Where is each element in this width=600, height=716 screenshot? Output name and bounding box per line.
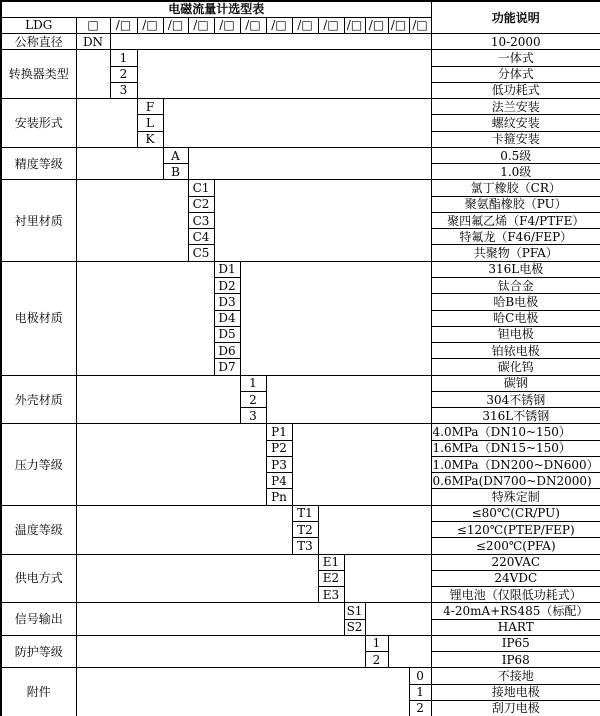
spacer-cell: [76, 375, 240, 424]
spacer-cell: [137, 50, 431, 99]
desc-cell: 接地电极: [431, 684, 600, 700]
desc-cell: ≤200℃(PFA): [431, 538, 600, 554]
slash-code-box-11: /□: [365, 17, 388, 33]
label-housing-material: 外壳材质: [1, 375, 76, 424]
spacer-cell: [344, 554, 431, 603]
desc-cell: 哈B电极: [431, 294, 600, 310]
label-electrode-material: 电极材质: [1, 261, 76, 375]
desc-cell: 铂铱电极: [431, 343, 600, 359]
slash-code-box-8: /□: [292, 17, 318, 33]
code-cell: 0: [409, 668, 431, 684]
spacer-cell: [266, 375, 431, 424]
dn-code-box: □: [76, 17, 110, 33]
spacer-cell: [76, 261, 214, 375]
spacer-cell: [76, 668, 409, 716]
desc-cell: 哈C电极: [431, 310, 600, 326]
spacer-cell: [76, 99, 137, 148]
desc-cell: 碳化钨: [431, 359, 600, 375]
desc-cell: 螺纹安装: [431, 115, 600, 131]
desc-dn-range: 10-2000: [431, 34, 600, 50]
code-cell: C1: [188, 180, 214, 196]
desc-cell: 特氟龙（F46/FEP）: [431, 229, 600, 245]
desc-cell: 刮刀电极: [431, 700, 600, 716]
desc-cell: 低功耗式: [431, 82, 600, 98]
desc-cell: IP68: [431, 652, 600, 668]
code-cell: B: [163, 164, 188, 180]
desc-cell: HART: [431, 619, 600, 635]
code-cell: E1: [318, 554, 344, 570]
code-cell: P3: [266, 456, 292, 472]
code-cell: D6: [214, 343, 240, 359]
code-dn: DN: [76, 34, 110, 50]
code-cell: 2: [409, 700, 431, 716]
desc-cell: IP65: [431, 635, 600, 651]
spacer-cell: [163, 99, 431, 148]
desc-cell: ≤80℃(CR/PU): [431, 505, 600, 521]
desc-cell: 氯丁橡胶（CR）: [431, 180, 600, 196]
desc-cell: 0.5级: [431, 147, 600, 163]
code-cell: 1: [365, 635, 388, 651]
desc-cell: 316L电极: [431, 261, 600, 277]
spacer-cell: [318, 505, 431, 554]
code-cell: C2: [188, 196, 214, 212]
code-cell: D1: [214, 261, 240, 277]
code-cell: 1: [110, 50, 137, 66]
label-signal-output: 信号输出: [1, 603, 76, 636]
code-cell: T2: [292, 522, 318, 538]
code-cell: L: [137, 115, 163, 131]
label-converter-type: 转换器类型: [1, 50, 76, 99]
code-cell: P4: [266, 473, 292, 489]
spacer-cell: [76, 505, 292, 554]
desc-cell: 1.0级: [431, 164, 600, 180]
code-cell: F: [137, 99, 163, 115]
spacer-cell: [76, 147, 163, 180]
label-nominal-diameter: 公称直径: [1, 34, 76, 50]
code-cell: P1: [266, 424, 292, 440]
code-cell: S1: [344, 603, 365, 619]
code-cell: E2: [318, 570, 344, 586]
code-cell: D2: [214, 278, 240, 294]
spacer-cell: [292, 424, 431, 505]
desc-cell: 一体式: [431, 50, 600, 66]
slash-code-box-9: /□: [318, 17, 344, 33]
label-protection-rating: 防护等级: [1, 635, 76, 668]
code-cell: P2: [266, 440, 292, 456]
spacer-cell: [110, 34, 431, 50]
desc-cell: 1.6MPa（DN15~150）: [431, 440, 600, 456]
desc-cell: 特殊定制: [431, 489, 600, 505]
spacer-cell: [240, 261, 431, 375]
table-title: 电磁流量计选型表: [1, 1, 431, 17]
desc-cell: 0.6MPa(DN700~DN2000): [431, 473, 600, 489]
desc-cell: 316L不锈钢: [431, 408, 600, 424]
spacer-cell: [76, 554, 318, 603]
desc-cell: 聚四氟乙烯（F4/PTFE）: [431, 212, 600, 228]
desc-cell: 分体式: [431, 66, 600, 82]
code-cell: C3: [188, 212, 214, 228]
desc-cell: 不接地: [431, 668, 600, 684]
desc-cell: 钽电极: [431, 326, 600, 342]
code-cell: S2: [344, 619, 365, 635]
label-accuracy-class: 精度等级: [1, 147, 76, 180]
label-installation-type: 安装形式: [1, 99, 76, 148]
desc-cell: 法兰安装: [431, 99, 600, 115]
desc-cell: 220VAC: [431, 554, 600, 570]
desc-cell: 共聚物（PFA）: [431, 245, 600, 261]
desc-cell: 聚氨酯橡胶（PU）: [431, 196, 600, 212]
desc-cell: 24VDC: [431, 570, 600, 586]
model-prefix: LDG: [1, 17, 76, 33]
slash-code-box-4: /□: [188, 17, 214, 33]
code-cell: T1: [292, 505, 318, 521]
desc-cell: 1.0MPa（DN200~DN600）: [431, 456, 600, 472]
desc-cell: 碳钢: [431, 375, 600, 391]
code-cell: 2: [240, 391, 266, 407]
code-cell: 1: [240, 375, 266, 391]
label-pressure-rating: 压力等级: [1, 424, 76, 505]
spacer-cell: [76, 603, 344, 636]
label-power-supply: 供电方式: [1, 554, 76, 603]
code-cell: C5: [188, 245, 214, 261]
code-cell: D4: [214, 310, 240, 326]
desc-cell: 4.0MPa（DN10~150）: [431, 424, 600, 440]
slash-code-box-12: /□: [388, 17, 409, 33]
slash-code-box-7: /□: [266, 17, 292, 33]
code-cell: T3: [292, 538, 318, 554]
code-cell: 3: [240, 408, 266, 424]
spacer-cell: [365, 603, 431, 636]
code-cell: 2: [110, 66, 137, 82]
slash-code-box-10: /□: [344, 17, 365, 33]
desc-cell: 304不锈钢: [431, 391, 600, 407]
label-lining-material: 衬里材质: [1, 180, 76, 261]
slash-code-box-1: /□: [110, 17, 137, 33]
code-cell: A: [163, 147, 188, 163]
desc-cell: 锂电池（仅限低功耗式）: [431, 587, 600, 603]
label-temperature-rating: 温度等级: [1, 505, 76, 554]
code-cell: C4: [188, 229, 214, 245]
code-cell: D5: [214, 326, 240, 342]
code-cell: E3: [318, 587, 344, 603]
code-cell: 2: [365, 652, 388, 668]
slash-code-box-6: /□: [240, 17, 266, 33]
label-accessories: 附件: [1, 668, 76, 716]
desc-cell: 钛合金: [431, 278, 600, 294]
spacer-cell: [76, 50, 110, 99]
code-cell: D7: [214, 359, 240, 375]
code-cell: K: [137, 131, 163, 147]
code-cell: 3: [110, 82, 137, 98]
spacer-cell: [214, 180, 431, 261]
code-cell: Pn: [266, 489, 292, 505]
function-column-header: 功能说明: [431, 1, 600, 34]
spacer-cell: [76, 180, 188, 261]
desc-cell: ≤120℃(PTEP/FEP): [431, 522, 600, 538]
slash-code-box-5: /□: [214, 17, 240, 33]
code-cell: 1: [409, 684, 431, 700]
spacer-cell: [76, 635, 365, 668]
slash-code-box-13: /□: [409, 17, 431, 33]
code-cell: D3: [214, 294, 240, 310]
spacer-cell: [188, 147, 431, 180]
spacer-cell: [388, 635, 431, 668]
slash-code-box-2: /□: [137, 17, 163, 33]
spacer-cell: [76, 424, 266, 505]
slash-code-box-3: /□: [163, 17, 188, 33]
desc-cell: 卡箍安装: [431, 131, 600, 147]
desc-cell: 4-20mA+RS485（标配）: [431, 603, 600, 619]
